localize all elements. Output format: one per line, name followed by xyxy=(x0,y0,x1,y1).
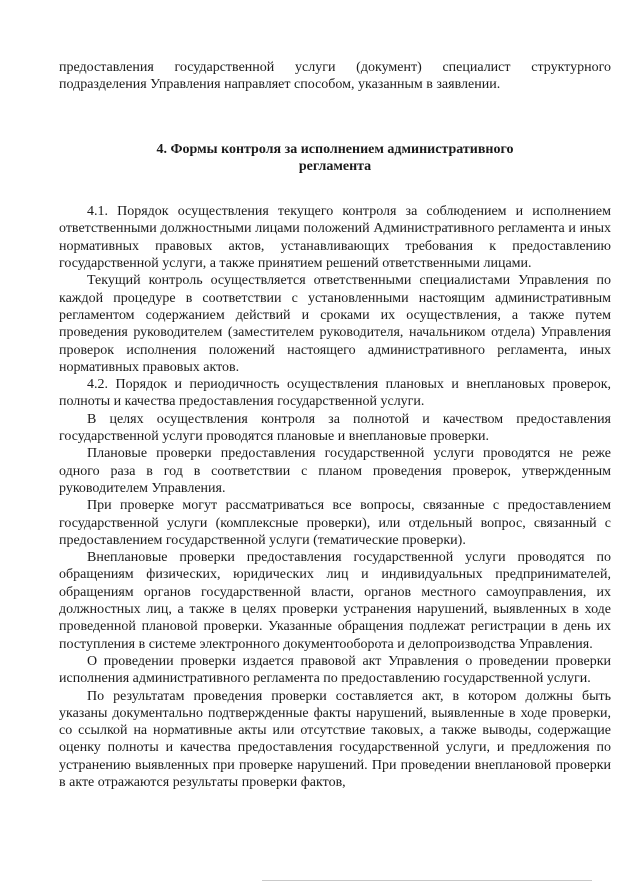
document-body xyxy=(59,59,611,791)
paragraph-legal-act: О проведении проверки издается правовой акт Управления о проведении проверки исполнения административного регламента по предоставлению государственной услуги. xyxy=(59,653,611,687)
bottom-scan-line xyxy=(262,880,592,881)
paragraph-4-2: 4.2. Порядок и периодичность осуществления плановых и внеплановых проверок, полноты и качества предоставления государственной услуги. xyxy=(59,377,611,410)
paragraph-4-1: 4.1. Порядок осуществления текущего контроля за соблюдением и исполнением ответственными должностными лицами положений Административного регламента и иных нормативных правовых актов, устанавливающих требования к предоставлению государственной услуги, а также принятием решений ответственными лицами. xyxy=(59,204,611,272)
section-heading-line-2: регламента xyxy=(298,158,372,174)
paragraph-planned-checks: Плановые проверки предоставления государственной услуги проводятся не реже одного раза в год в соответствии с планом проведения проверок, утвержденным руководителем Управления. xyxy=(59,446,611,496)
section-heading xyxy=(59,141,611,176)
section-heading-line-1: 4. Формы контроля за исполнением административного xyxy=(156,141,514,157)
paragraph-check-scope: При проверке могут рассматриваться все вопросы, связанные с предоставлением государственной услуги (комплексные проверки), или отдельный вопрос, связанный с предоставлением государственной услуги (тематические проверки). xyxy=(59,498,611,548)
paragraph-current-control: Текущий контроль осуществляется ответственными специалистами Управления по каждой процедуре в соответствии с установленными настоящим административным регламентом содержанием действий и сроками их осуществления, а также путем проведения руководителем (заместителем руководителя, начальником отдела) Управления проверок исполнения положений настоящего административного регламента, иных нормативных правовых актов. xyxy=(59,273,611,375)
paragraph-control-purpose: В целях осуществления контроля за полнотой и качеством предоставления государственной услуги проводятся плановые и внеплановые проверки. xyxy=(59,411,611,445)
intro-paragraph: предоставления государственной услуги (документ) специалист структурного подразделения Управления направляет способом, указанным в заявлении. xyxy=(59,60,611,93)
paragraph-check-results: По результатам проведения проверки составляется акт, в котором должны быть указаны документально подтвержденные факты нарушений, выявленные в ходе проверки, со ссылкой на нормативные акты или отсутствие таковых, а также выводы, содержащие оценку полноты и качества предоставления государственной услуги, и предложения по устранению выявленных при проверке нарушений. При проведении внеплановой проверки в акте отражаются результаты проверки фактов, xyxy=(59,688,611,790)
paragraph-unplanned-checks: Внеплановые проверки предоставления государственной услуги проводятся по обращениям физических, юридических лиц и индивидуальных предпринимателей, обращениям органов государственной власти, органов местного самоуправления, их должностных лиц, а также в целях проверки устранения нарушений, выявленных в ходе проведенной плановой проверки. Указанные обращения подлежат регистрации в день их поступления в системе электронного документооборота и делопроизводства Управления. xyxy=(59,550,611,652)
